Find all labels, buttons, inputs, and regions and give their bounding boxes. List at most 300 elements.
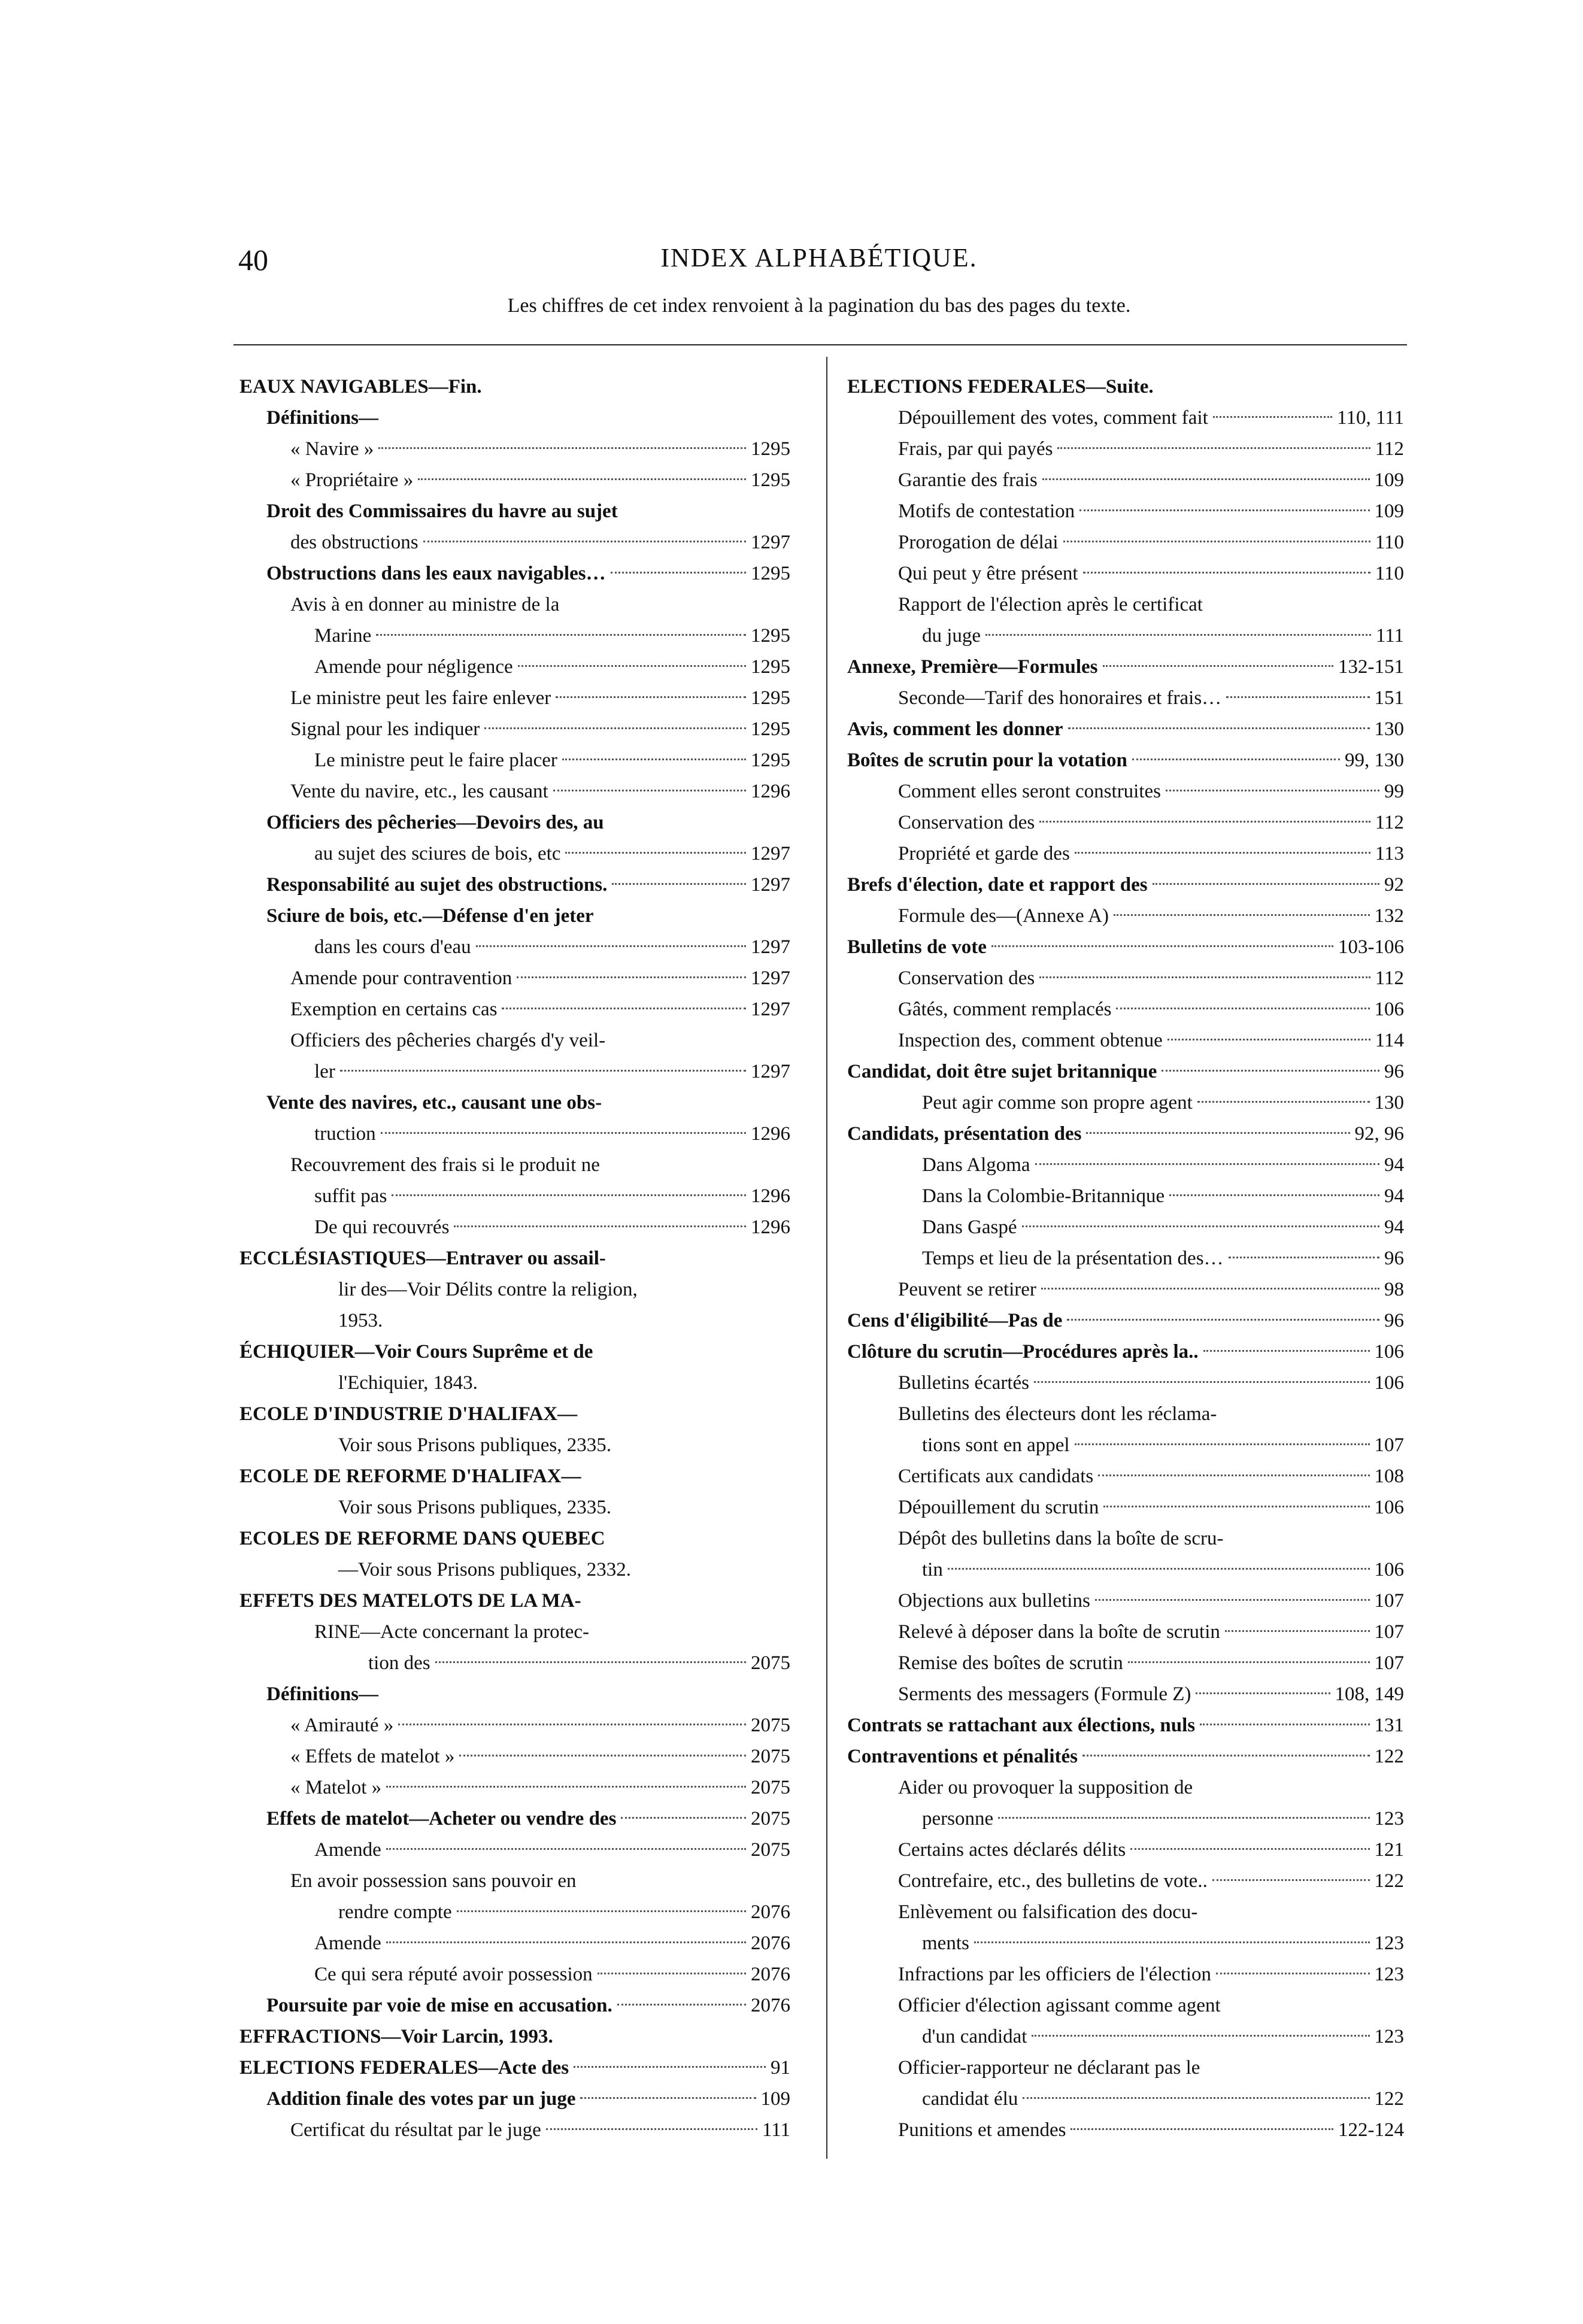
entry-text: truction [314, 1123, 376, 1145]
entry-page-ref: 2075 [751, 1746, 790, 1767]
index-entry [239, 838, 790, 869]
index-entry [847, 433, 1404, 465]
entry-text: Obstructions dans les eaux navigables… [266, 563, 606, 584]
index-entry [239, 1679, 790, 1710]
entry-text: Avis, comment les donner [847, 718, 1063, 740]
entry-text: Gâtés, comment remplacés [898, 999, 1112, 1020]
entry-page-ref: 130 [1374, 718, 1404, 740]
entry-text: Voir sous Prisons publiques, 2335. [338, 1434, 611, 1456]
entry-text: Objections aux bulletins [898, 1590, 1090, 1612]
entry-text: « Propriétaire » [290, 469, 414, 491]
dot-leader [376, 634, 746, 636]
index-entry [847, 1585, 1404, 1616]
entry-text: Motifs de contestation [898, 500, 1075, 522]
entry-page-ref: 109 [1374, 500, 1404, 522]
entry-text: ler [314, 1061, 335, 1082]
index-entry [239, 1212, 790, 1243]
entry-page-ref: 108, 149 [1335, 1683, 1404, 1705]
entry-text: Certificats aux candidats [898, 1466, 1094, 1487]
entry-text: Dépôt des bulletins dans la boîte de scru- [898, 1528, 1224, 1549]
entry-text: Enlèvement ou falsification des docu- [898, 1901, 1198, 1923]
index-entry [847, 2052, 1404, 2083]
dot-leader [1114, 914, 1370, 916]
entry-text: Amende [314, 1932, 381, 1954]
index-entry [239, 776, 790, 807]
entry-page-ref: 106 [1374, 1559, 1404, 1580]
dot-leader [386, 1941, 746, 1943]
entry-page-ref: 2075 [751, 1652, 790, 1674]
entry-text: d'un candidat [922, 2026, 1027, 2047]
dot-leader [518, 665, 746, 667]
entry-text: Candidat, doit être sujet britannique [847, 1061, 1157, 1082]
entry-text: Contrefaire, etc., des bulletins de vote.. [898, 1870, 1208, 1892]
dot-leader [1167, 1039, 1370, 1040]
entry-page-ref: 99, 130 [1345, 750, 1404, 771]
entry-page-ref: 2076 [751, 1964, 790, 1985]
entry-page-ref: 94 [1384, 1216, 1404, 1238]
dot-leader [1067, 1319, 1379, 1321]
entry-page-ref: 1297 [751, 1061, 790, 1082]
entry-text: Rapport de l'élection après le certificat [898, 594, 1203, 615]
entry-text: « Effets de matelot » [290, 1746, 455, 1767]
entry-page-ref: 1295 [751, 469, 790, 491]
dot-leader [459, 1755, 746, 1756]
entry-text: rendre compte [338, 1901, 452, 1923]
index-entry [239, 2021, 790, 2052]
entry-page-ref: 130 [1374, 1092, 1404, 1114]
index-entry [847, 2114, 1404, 2146]
dot-leader [1166, 790, 1379, 791]
entry-text: Marine [314, 625, 372, 647]
entry-text: Le ministre peut le faire placer [314, 750, 557, 771]
index-entry [239, 589, 790, 620]
index-entry [239, 1274, 790, 1305]
dot-leader [611, 572, 746, 574]
index-entry [239, 527, 790, 558]
entry-text: Officiers des pêcheries—Devoirs des, au [266, 812, 604, 833]
entry-text: Relevé à déposer dans la boîte de scrutin [898, 1621, 1220, 1643]
entry-page-ref: 107 [1374, 1590, 1404, 1612]
entry-page-ref: 1295 [751, 718, 790, 740]
index-entry [239, 1554, 790, 1585]
dot-leader [1116, 1008, 1369, 1009]
entry-text: Voir sous Prisons publiques, 2335. [338, 1497, 611, 1518]
index-entry [847, 1305, 1404, 1336]
index-entry [847, 1087, 1404, 1118]
dot-leader [948, 1568, 1370, 1570]
index-entry [847, 1056, 1404, 1087]
index-entry [847, 1523, 1404, 1554]
index-entry [239, 1741, 790, 1772]
dot-leader [1039, 976, 1370, 978]
dot-leader [454, 1225, 746, 1227]
entry-text: Dépouillement des votes, comment fait [898, 407, 1208, 429]
entry-page-ref: 106 [1374, 1341, 1404, 1363]
index-entry [239, 1834, 790, 1865]
index-entry [239, 465, 790, 496]
index-entry [239, 682, 790, 714]
index-entry [847, 1834, 1404, 1865]
dot-leader [1082, 1755, 1370, 1756]
index-entry [847, 1772, 1404, 1803]
index-entry [239, 1398, 790, 1430]
entry-page-ref: 1296 [751, 1216, 790, 1238]
entry-text: ELECTIONS FEDERALES—Suite. [847, 376, 1154, 398]
index-entry [239, 1648, 790, 1679]
index-entry [847, 1336, 1404, 1367]
index-entry [847, 402, 1404, 433]
entry-page-ref: 151 [1374, 687, 1404, 709]
entry-text: Bulletins des électeurs dont les réclama- [898, 1403, 1217, 1425]
dot-leader [1162, 1070, 1379, 1072]
entry-page-ref: 122 [1374, 1870, 1404, 1892]
dot-leader [1197, 1101, 1370, 1103]
dot-leader [556, 696, 746, 698]
dot-leader [435, 1661, 746, 1663]
entry-page-ref: 1295 [751, 563, 790, 584]
dot-leader [1132, 759, 1340, 760]
entry-page-ref: 123 [1374, 1964, 1404, 1985]
index-entry [847, 589, 1404, 620]
entry-text: Officier d'élection agissant comme agent [898, 1995, 1221, 2016]
dot-leader [1057, 447, 1370, 449]
entry-text: Boîtes de scrutin pour la votation [847, 750, 1127, 771]
dot-leader [398, 1724, 746, 1725]
index-entry [847, 496, 1404, 527]
entry-text: 1953. [338, 1310, 383, 1331]
entry-text: Signal pour les indiquer [290, 718, 480, 740]
entry-text: Remise des boîtes de scrutin [898, 1652, 1123, 1674]
index-entry [239, 714, 790, 745]
dot-leader [1079, 509, 1369, 511]
entry-page-ref: 109 [1374, 469, 1404, 491]
entry-text: Seconde—Tarif des honoraires et frais… [898, 687, 1222, 709]
dot-leader [1216, 1973, 1369, 1974]
index-entry [847, 900, 1404, 932]
dot-leader [517, 976, 746, 978]
entry-text: Cens d'éligibilité—Pas de [847, 1310, 1063, 1331]
entry-page-ref: 106 [1374, 999, 1404, 1020]
index-entry [239, 2114, 790, 2146]
index-entry [239, 1461, 790, 1492]
dot-leader [565, 852, 746, 854]
dot-leader [381, 1132, 746, 1134]
dot-leader [1196, 1692, 1330, 1694]
index-note: Les chiffres de cet index renvoient à la pagination du bas des pages du texte. [507, 295, 1131, 317]
entry-text: RINE—Acte concernant la protec- [314, 1621, 590, 1643]
entry-page-ref: 1295 [751, 687, 790, 709]
index-entry [847, 465, 1404, 496]
dot-leader [1035, 1163, 1379, 1165]
entry-text: ECOLES DE REFORME DANS QUEBEC [239, 1528, 605, 1549]
entry-text: Candidats, présentation des [847, 1123, 1082, 1145]
entry-text: « Navire » [290, 438, 374, 460]
index-entry [847, 1212, 1404, 1243]
index-entry [847, 1554, 1404, 1585]
entry-page-ref: 1296 [751, 1123, 790, 1145]
entry-page-ref: 110 [1375, 532, 1404, 553]
dot-leader [1083, 572, 1370, 574]
dot-leader [378, 447, 746, 449]
dot-leader [1128, 1661, 1370, 1663]
entry-text: Bulletins écartés [898, 1372, 1030, 1394]
dot-leader [1103, 1506, 1369, 1507]
dot-leader [991, 945, 1333, 947]
dot-leader [1200, 1724, 1369, 1725]
entry-page-ref: 1297 [751, 843, 790, 864]
entry-page-ref: 112 [1375, 812, 1404, 833]
index-entry [847, 2021, 1404, 2052]
index-entry [239, 1149, 790, 1181]
index-entry [847, 807, 1404, 838]
dot-leader [998, 1817, 1369, 1819]
index-entry [847, 1367, 1404, 1398]
entry-page-ref: 92, 96 [1354, 1123, 1404, 1145]
entry-text: ECOLE DE REFORME D'HALIFAX— [239, 1466, 581, 1487]
entry-page-ref: 110 [1375, 563, 1404, 584]
entry-text: Le ministre peut les faire enlever [290, 687, 551, 709]
entry-page-ref: 94 [1384, 1185, 1404, 1207]
dot-leader [1075, 852, 1370, 854]
index-entry [239, 963, 790, 994]
entry-page-ref: 1297 [751, 936, 790, 958]
entry-text: Qui peut y être présent [898, 563, 1078, 584]
entry-text: Sciure de bois, etc.—Défense d'en jeter [266, 905, 594, 927]
entry-page-ref: 122 [1374, 2088, 1404, 2110]
dot-leader [553, 790, 746, 791]
entry-page-ref: 2076 [751, 1995, 790, 2016]
entry-page-ref: 1296 [751, 1185, 790, 1207]
entry-text: Dépouillement du scrutin [898, 1497, 1099, 1518]
entry-text: Définitions— [266, 1683, 379, 1705]
dot-leader [392, 1194, 746, 1196]
entry-page-ref: 2076 [751, 1932, 790, 1954]
entry-text: Formule des—(Annexe A) [898, 905, 1109, 927]
index-entry [239, 620, 790, 651]
index-entry [847, 1897, 1404, 1928]
entry-page-ref: 1297 [751, 532, 790, 553]
dot-leader [484, 727, 746, 729]
index-entry [847, 869, 1404, 900]
index-entry [239, 932, 790, 963]
index-entry [847, 1430, 1404, 1461]
index-entry [239, 402, 790, 433]
dot-leader [1213, 416, 1332, 418]
entry-page-ref: 107 [1374, 1621, 1404, 1643]
dot-leader [1075, 1443, 1370, 1445]
entry-page-ref: 96 [1384, 1248, 1404, 1269]
entry-text: des obstructions [290, 532, 419, 553]
index-entry [239, 1367, 790, 1398]
index-entry [847, 1741, 1404, 1772]
dot-leader [1103, 665, 1334, 667]
entry-page-ref: 2076 [751, 1901, 790, 1923]
dot-leader [617, 2004, 746, 2006]
entry-page-ref: 1297 [751, 999, 790, 1020]
entry-text: Aider ou provoquer la supposition de [898, 1777, 1193, 1798]
index-entry [239, 1056, 790, 1087]
entry-page-ref: 132 [1374, 905, 1404, 927]
dot-leader [974, 1941, 1370, 1943]
index-entry [847, 963, 1404, 994]
entry-page-ref: 94 [1384, 1154, 1404, 1176]
entry-page-ref: 92 [1384, 874, 1404, 896]
entry-text: Peuvent se retirer [898, 1279, 1036, 1300]
entry-page-ref: 112 [1375, 438, 1404, 460]
entry-page-ref: 106 [1374, 1372, 1404, 1394]
index-entry [847, 1710, 1404, 1741]
index-entry [847, 1648, 1404, 1679]
entry-page-ref: 1297 [751, 874, 790, 896]
index-entry [847, 1990, 1404, 2021]
dot-leader [580, 2097, 756, 2099]
index-entry [239, 1803, 790, 1834]
index-entry [239, 433, 790, 465]
entry-text: tin [922, 1559, 943, 1580]
index-entry [847, 558, 1404, 589]
index-entry [847, 682, 1404, 714]
index-entry [847, 1492, 1404, 1523]
entry-text: Définitions— [266, 407, 379, 429]
entry-page-ref: 123 [1374, 1808, 1404, 1830]
index-entry [239, 1430, 790, 1461]
entry-page-ref: 121 [1374, 1839, 1404, 1861]
entry-text: Recouvrement des frais si le produit ne [290, 1154, 600, 1176]
entry-text: Punitions et amendes [898, 2119, 1066, 2141]
entry-page-ref: 1295 [751, 656, 790, 678]
entry-page-ref: 2075 [751, 1777, 790, 1798]
index-entry [847, 620, 1404, 651]
entry-text: Exemption en certains cas [290, 999, 498, 1020]
index-entry [847, 1679, 1404, 1710]
entry-text: Prorogation de délai [898, 532, 1059, 553]
entry-page-ref: 107 [1374, 1434, 1404, 1456]
entry-text: Ce qui sera réputé avoir possession [314, 1964, 593, 1985]
index-entry [847, 714, 1404, 745]
entry-text: Effets de matelot—Acheter ou vendre des [266, 1808, 617, 1830]
dot-leader [1068, 727, 1370, 729]
dot-leader [340, 1070, 746, 1072]
dot-leader [621, 1817, 746, 1819]
entry-text: Amende [314, 1839, 381, 1861]
entry-text: Poursuite par voie de mise en accusation. [266, 1995, 612, 2016]
entry-page-ref: 2075 [751, 1839, 790, 1861]
index-entry [239, 1243, 790, 1274]
index-entry [847, 1803, 1404, 1834]
index-entry [847, 1274, 1404, 1305]
index-entry [239, 1181, 790, 1212]
dot-leader [476, 945, 746, 947]
entry-page-ref: 106 [1374, 1497, 1404, 1518]
entry-page-ref: 112 [1375, 967, 1404, 989]
entry-text: Frais, par qui payés [898, 438, 1053, 460]
index-entry [847, 994, 1404, 1025]
page-header [238, 242, 1400, 290]
entry-page-ref: 1295 [751, 438, 790, 460]
index-entry [239, 1710, 790, 1741]
entry-text: Amende pour négligence [314, 656, 513, 678]
entry-text: Propriété et garde des [898, 843, 1070, 864]
entry-text: EAUX NAVIGABLES—Fin. [239, 376, 482, 398]
index-entry [847, 371, 1404, 402]
entry-page-ref: 113 [1375, 843, 1404, 864]
entry-text: Responsabilité au sujet des obstructions. [266, 874, 608, 896]
entry-text: Contrats se rattachant aux élections, nuls [847, 1715, 1196, 1736]
entry-text: l'Echiquier, 1843. [338, 1372, 478, 1394]
dot-leader [502, 1008, 746, 1009]
index-entry [847, 776, 1404, 807]
entry-text: Certains actes déclarés délits [898, 1839, 1126, 1861]
index-entry [239, 1928, 790, 1959]
entry-page-ref: 1295 [751, 750, 790, 771]
entry-page-ref: 131 [1374, 1715, 1404, 1736]
dot-leader [1034, 1381, 1369, 1383]
entry-text: En avoir possession sans pouvoir en [290, 1870, 577, 1892]
page-number: 40 [238, 243, 268, 277]
entry-page-ref: 98 [1384, 1279, 1404, 1300]
dot-leader [1130, 1848, 1369, 1850]
entry-text: Peut agir comme son propre agent [922, 1092, 1193, 1114]
entry-page-ref: 111 [1375, 625, 1404, 647]
index-entry [847, 745, 1404, 776]
dot-leader [1071, 2128, 1333, 2130]
entry-text: Dans Gaspé [922, 1216, 1017, 1238]
index-entry [239, 651, 790, 682]
entry-text: Inspection des, comment obtenue [898, 1030, 1163, 1051]
index-entry [239, 1336, 790, 1367]
index-entry [239, 1118, 790, 1149]
header-rule [233, 344, 1407, 345]
index-entry [239, 1025, 790, 1056]
entry-text: ments [922, 1932, 969, 1954]
entry-text: Droit des Commissaires du havre au sujet [266, 500, 618, 522]
index-entry [239, 1772, 790, 1803]
index-entry [239, 900, 790, 932]
index-entry [847, 1865, 1404, 1897]
entry-text: ÉCHIQUIER—Voir Cours Suprême et de [239, 1341, 593, 1363]
index-entry [847, 1118, 1404, 1149]
entry-page-ref: 107 [1374, 1652, 1404, 1674]
entry-text: Officier-rapporteur ne déclarant pas le [898, 2057, 1200, 2079]
entry-page-ref: 96 [1384, 1310, 1404, 1331]
dot-leader [418, 478, 746, 480]
dot-leader [1229, 1257, 1379, 1258]
left-column [239, 371, 790, 2146]
right-column [847, 371, 1404, 2146]
index-entry [847, 838, 1404, 869]
entry-text: Contraventions et pénalités [847, 1746, 1078, 1767]
dot-leader [562, 759, 746, 760]
index-entry [847, 1616, 1404, 1648]
entry-text: tions sont en appel [922, 1434, 1070, 1456]
entry-page-ref: 1296 [751, 781, 790, 802]
index-entry [239, 1616, 790, 1648]
entry-text: Comment elles seront construites [898, 781, 1162, 802]
dot-leader [1226, 696, 1369, 698]
dot-leader [1022, 1225, 1379, 1227]
index-entry [847, 1149, 1404, 1181]
entry-text: Vente du navire, etc., les causant [290, 781, 548, 802]
entry-page-ref: 132-151 [1338, 656, 1404, 678]
dot-leader [386, 1848, 746, 1850]
index-entry [239, 869, 790, 900]
entry-text: Temps et lieu de la présentation des… [922, 1248, 1224, 1269]
index-entry [239, 2052, 790, 2083]
index-entry [239, 1585, 790, 1616]
entry-page-ref: 114 [1375, 1030, 1404, 1051]
entry-page-ref: 103-106 [1338, 936, 1404, 958]
entry-text: Dans Algoma [922, 1154, 1030, 1176]
